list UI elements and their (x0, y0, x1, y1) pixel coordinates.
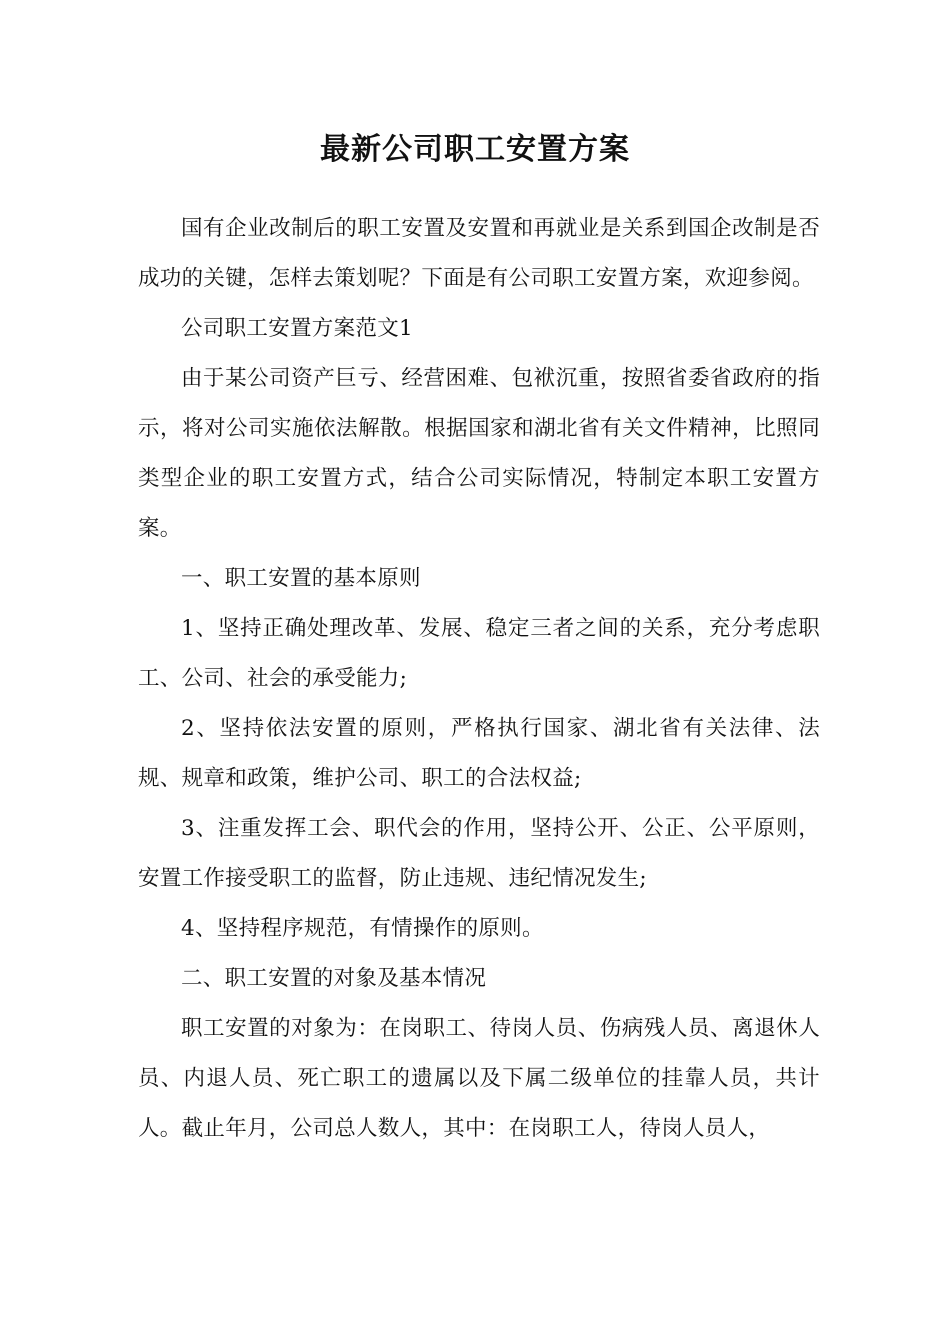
targets-paragraph: 职工安置的对象为：在岗职工、待岗人员、伤病残人员、离退休人员、内退人员、死亡职工的遗属以及下属二级单位的挂靠人员，共计人。截止年月，公司总人数人，其中：在岗职工人，待岗人员人， (138, 1016, 820, 1141)
section-heading-principles: 一、职工安置的基本原则 (181, 566, 421, 591)
document-title: 最新公司职工安置方案 (320, 132, 630, 167)
section-heading-targets: 二、职工安置的对象及基本情况 (181, 966, 487, 991)
background-paragraph: 由于某公司资产巨亏、经营困难、包袱沉重，按照省委省政府的指示，将对公司实施依法解散。根据国家和湖北省有关文件精神，比照同类型企业的职工安置方式，结合公司实际情况，特制定本职工安置方案。 (138, 366, 820, 541)
section-heading-sample-1: 公司职工安置方案范文1 (181, 316, 413, 341)
principle-item-2: 2、坚持依法安置的原则，严格执行国家、湖北省有关法律、法规、规章和政策，维护公司、职工的合法权益; (138, 716, 820, 791)
intro-paragraph: 国有企业改制后的职工安置及安置和再就业是关系到国企改制是否成功的关键，怎样去策划呢？下面是有公司职工安置方案，欢迎参阅。 (138, 216, 820, 291)
principle-item-3: 3、注重发挥工会、职代会的作用，坚持公开、公正、公平原则，安置工作接受职工的监督，防止违规、违纪情况发生; (138, 816, 820, 891)
principle-item-1: 1、坚持正确处理改革、发展、稳定三者之间的关系，充分考虑职工、公司、社会的承受能力; (138, 616, 820, 691)
document-body (138, 204, 820, 1154)
principle-item-4: 4、坚持程序规范，有情操作的原则。 (181, 916, 544, 941)
